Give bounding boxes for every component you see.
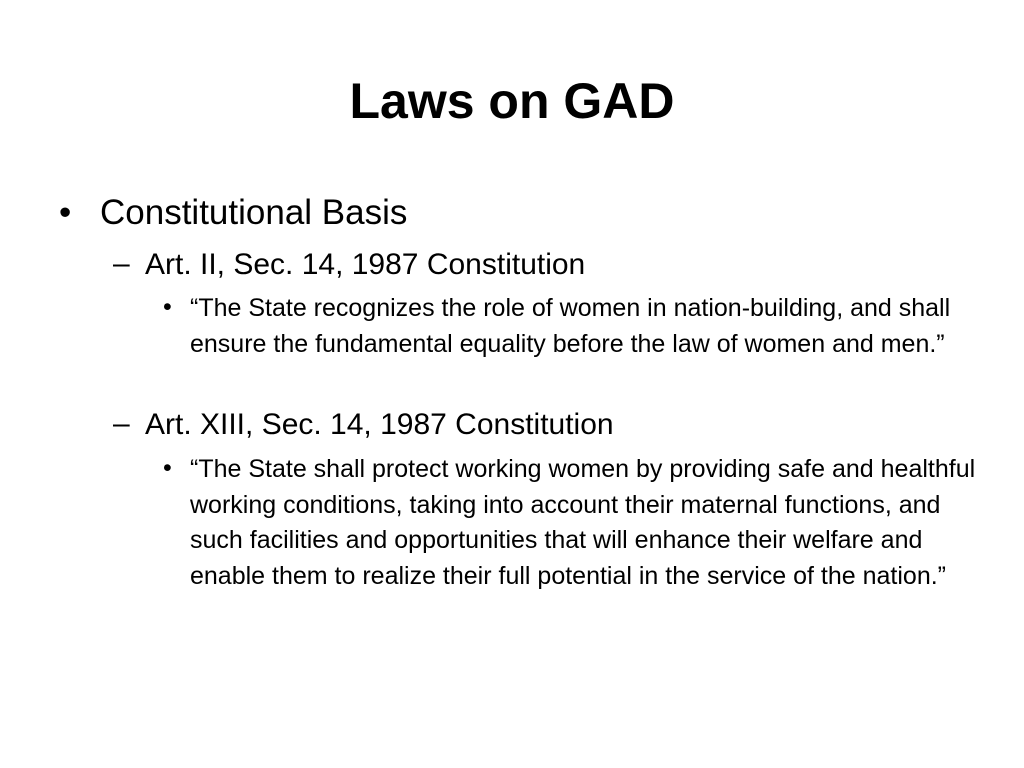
bullet-icon: • bbox=[163, 293, 172, 321]
sub-bullet-art-ii: Art. II, Sec. 14, 1987 Constitution bbox=[145, 248, 586, 281]
bullet-icon: • bbox=[163, 454, 172, 482]
sub-bullet-art-xiii: Art. XIII, Sec. 14, 1987 Constitution bbox=[145, 408, 614, 441]
quote-art-ii: “The State recognizes the role of women in nation-building, and shall ensure the fundamental equality before the law of women and men.” bbox=[190, 294, 951, 358]
quote-art-xiii: “The State shall protect working women by providing safe and healthful working conditions, taking into account their maternal functions, and such facilities and opportunities that will enhance their welfare and enable them to realize their full potential in the service of the nation.” bbox=[190, 455, 976, 590]
bullet-constitutional-basis: Constitutional Basis bbox=[100, 193, 408, 232]
bullet-icon: • bbox=[59, 193, 72, 232]
dash-icon: – bbox=[113, 247, 130, 280]
slide-title: Laws on GAD bbox=[349, 73, 675, 129]
dash-icon: – bbox=[113, 407, 130, 440]
